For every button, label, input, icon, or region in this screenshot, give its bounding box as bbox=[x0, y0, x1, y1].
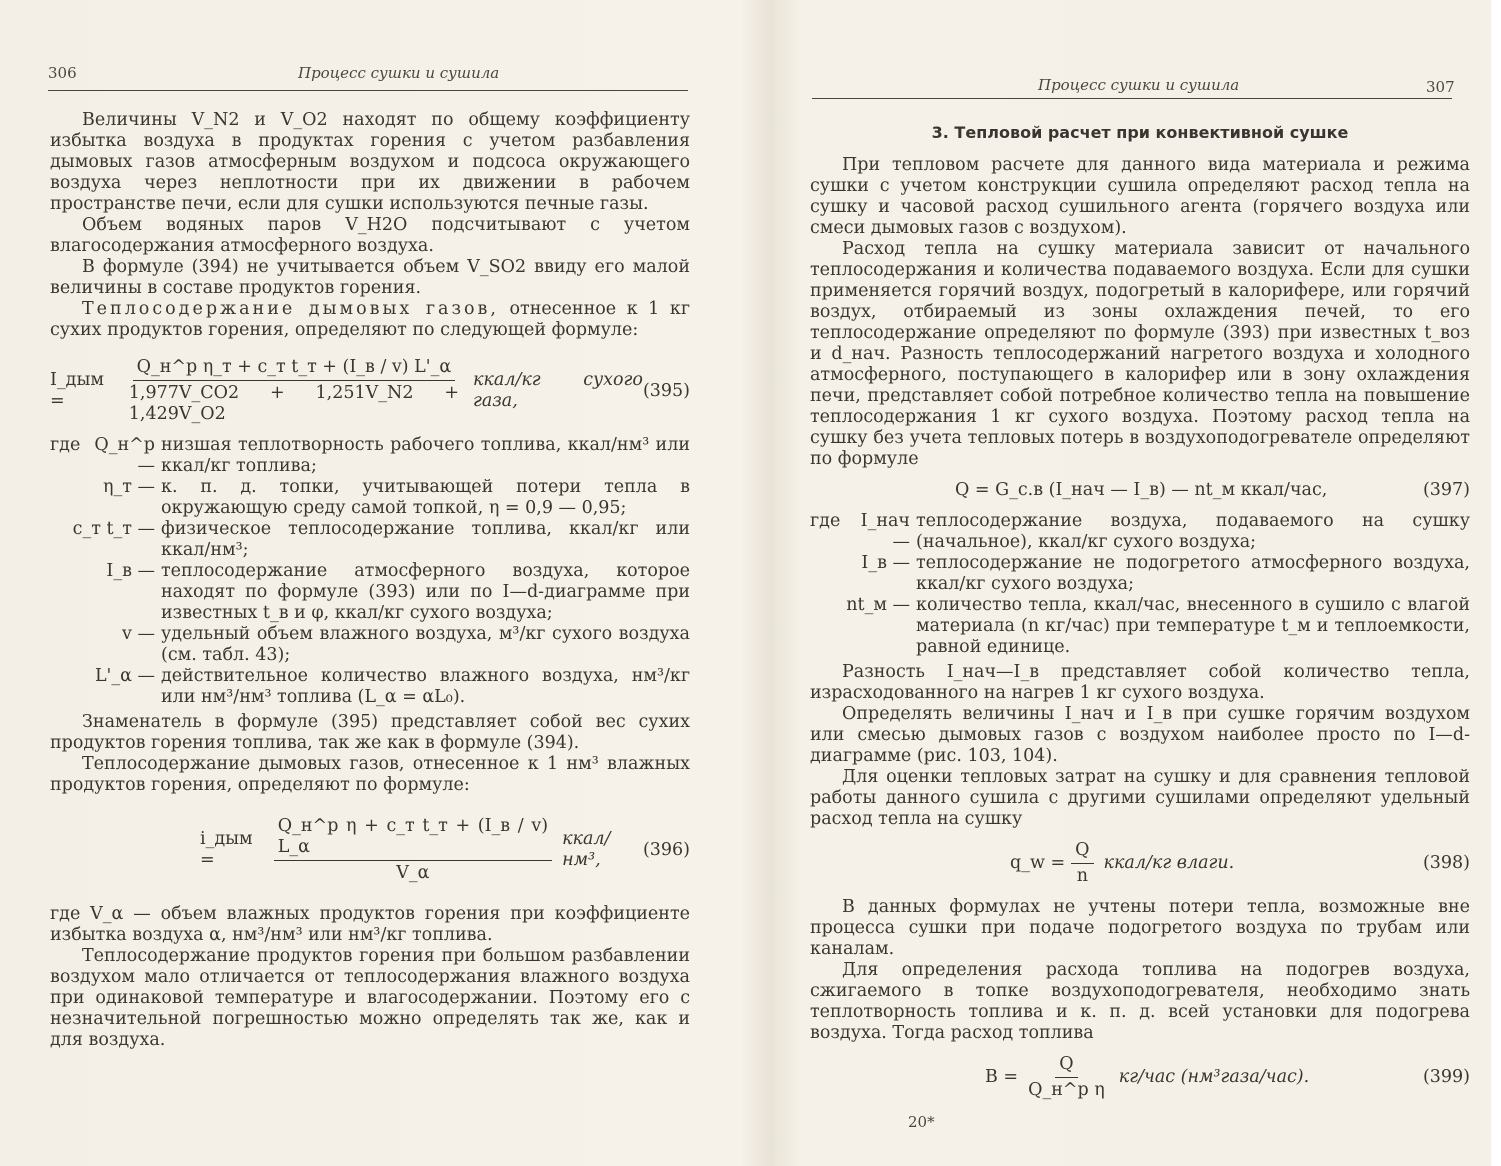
legend-definition: к. п. д. топки, учитывающей потери тепла в окружающую среду самой топкой, η = 0,9 — 0,95; bbox=[161, 477, 690, 518]
legend-symbol bbox=[50, 435, 155, 477]
formula-398 bbox=[810, 840, 1470, 887]
paragraph: где V_α — объем влажных продуктов горения при коэффициенте избытка воздуха α, нм³/нм³ или нм³/кг топлива. bbox=[50, 904, 690, 945]
legend-where: где bbox=[810, 511, 841, 531]
paragraph: Величины V_N2 и V_O2 находят по общему коэффициенту избытка воздуха в продуктах горения с учетом разбавления дымовых газов атмосферным воздухом и подсоса окружающего воздуха через неплотности при их движении в рабочем пространстве печи, если для сушки используются печные газы. bbox=[50, 110, 690, 214]
paragraph: Знаменатель в формуле (395) представляет собой вес сухих продуктов горения топлива, так же как в формуле (394). bbox=[50, 712, 690, 753]
fraction bbox=[1071, 840, 1093, 887]
page-number-right: 307 bbox=[1426, 78, 1455, 96]
formula-lhs: i_дым = bbox=[200, 829, 253, 870]
formula-number: (398) bbox=[1422, 853, 1470, 873]
fraction-denominator: 1,977V_CO2 + 1,251V_N2 + 1,429V_O2 bbox=[128, 383, 459, 424]
fraction bbox=[274, 816, 552, 884]
paragraph: При тепловом расчете для данного вида материала и режима сушки с учетом конструкции сушила определяют расход тепла на сушку и часовой расход сушильного агента (горячего воздуха или смеси дымовых газов с воздухом). bbox=[810, 155, 1470, 238]
header-rule-right bbox=[812, 98, 1452, 99]
legend-symbol: I_в — bbox=[106, 561, 155, 581]
legend-grid bbox=[810, 511, 1470, 658]
legend-definition: низшая теплотворность рабочего топлива, ккал/нм³ или ккал/кг топлива; bbox=[161, 435, 690, 476]
paragraph: Теплосодержание продуктов горения при большом разбавлении воздухом мало отличается от теплосодержания влажного воздуха при одинаковой температуре и влагосодержании. Поэтому его с незначительной погрешностью можно определять так же, как и для воздуха. bbox=[50, 946, 690, 1050]
fraction-numerator: Q_н^р η_т + c_т t_т + (I_в / v) L'_α bbox=[133, 357, 456, 381]
legend-symbol: η_т — bbox=[103, 477, 155, 497]
running-head-right: Процесс сушки и сушила bbox=[1038, 76, 1240, 94]
signature-mark: 20* bbox=[908, 1113, 935, 1131]
paragraph: Расход тепла на сушку материала зависит от начального теплосодержания и количества подаваемого воздуха. Если для сушки применяется горячий воздух, подогретый в калорифере, или горячий воздух, отбираемый из зоны охлаждения печей, то его теплосодержание определяют по формуле (393) при известных t_воз и d_нач. Разность теплосодержаний нагретого воздуха и холодного атмосферного, поступающего в калорифер или в зону охлаждения печи, представляет собой потребное количество тепла на повышение теплосодержания 1 кг сухого воздуха. Поэтому расход тепла на сушку без учета тепловых потерь в воздухоподогревателе определяют по формуле bbox=[810, 239, 1470, 469]
fraction bbox=[125, 357, 463, 425]
formula-396 bbox=[50, 816, 690, 884]
legend-definition: физическое теплосодержание топлива, ккал/кг или ккал/нм³; bbox=[161, 519, 690, 560]
paragraph: Определять величины I_нач и I_в при сушке горячим воздухом или смесью дымовых газов с воздухом наиболее просто по I—d-диаграмме (рис. 103, 104). bbox=[810, 704, 1470, 766]
page-number-left: 306 bbox=[48, 64, 77, 82]
header-rule-left bbox=[48, 90, 688, 91]
formula-lhs: q_w = bbox=[1010, 853, 1066, 873]
fraction-numerator: Q bbox=[1071, 840, 1093, 864]
formula-number: (395) bbox=[642, 380, 690, 401]
paragraph: Теплосодержание дымовых газов, отнесенное к 1 кг сухих продуктов горения, определяют по следующей формуле: bbox=[50, 299, 690, 340]
paragraph: В данных формулах не учтены потери тепла, возможные вне процесса сушки при подаче подогретого воздуха по трубам или каналам. bbox=[810, 897, 1470, 959]
paragraph: В формуле (394) не учитывается объем V_SO2 ввиду его малой величины в составе продуктов горения. bbox=[50, 257, 690, 298]
symbol-legend bbox=[50, 435, 690, 708]
formula-lhs: B = bbox=[985, 1067, 1019, 1087]
legend-where: где bbox=[50, 435, 81, 455]
formula-number: (399) bbox=[1422, 1067, 1470, 1087]
section-heading: 3. Тепловой расчет при конвективной сушке bbox=[931, 123, 1349, 142]
formula-399 bbox=[810, 1054, 1470, 1101]
formula-unit: ккал/нм³, bbox=[562, 829, 611, 870]
right-text-column bbox=[810, 122, 1470, 1111]
legend-definition: количество тепла, ккал/час, внесенного в сушило с влагой материала (n кг/час) при температуре t_м и теплоемкости, равной единице. bbox=[916, 595, 1470, 657]
formula-395 bbox=[50, 357, 690, 425]
formula-number: (397) bbox=[1422, 480, 1470, 500]
left-text-column bbox=[50, 110, 690, 1051]
legend-definition: удельный объем влажного воздуха, м³/кг сухого воздуха (см. табл. 43); bbox=[161, 624, 690, 665]
fraction-denominator: V_α bbox=[396, 863, 430, 883]
fraction bbox=[1024, 1054, 1109, 1101]
legend-definition: теплосодержание атмосферного воздуха, которое находят по формуле (393) или по I—d-диаграмме при известных t_в и φ, ккал/кг сухого воздуха; bbox=[161, 561, 690, 623]
legend-symbol: v — bbox=[122, 624, 155, 644]
formula-lhs: I_дым = bbox=[50, 370, 104, 411]
formula-unit: ккал/кг сухого газа, bbox=[472, 370, 643, 411]
fraction-numerator: Q_н^р η + c_т t_т + (I_в / v) L_α bbox=[274, 816, 552, 861]
paragraph: Разность I_нач—I_в представляет собой количество тепла, израсходованного на нагрев 1 кг сухого воздуха. bbox=[810, 662, 1470, 703]
legend-symbol-text: I_нач — bbox=[860, 511, 910, 552]
paragraph: Теплосодержание дымовых газов, отнесенное к 1 нм³ влажных продуктов горения, определяют по формуле: bbox=[50, 754, 690, 795]
formula-unit: ккал/кг влаги. bbox=[1103, 853, 1235, 873]
symbol-legend bbox=[810, 511, 1470, 658]
formula-body: Q = G_с.в (I_нач — I_в) — nt_м ккал/час, bbox=[955, 480, 1328, 500]
legend-definition: теплосодержание не подогретого атмосферного воздуха, ккал/кг сухого воздуха; bbox=[916, 553, 1470, 594]
legend-definition: действительное количество влажного воздуха, нм³/кг или нм³/нм³ топлива (L_α = αL₀). bbox=[161, 666, 690, 707]
formula-397 bbox=[810, 480, 1470, 501]
formula-unit: кг/час (нм³газа/час). bbox=[1118, 1067, 1310, 1087]
fraction-denominator: Q_н^р η bbox=[1028, 1080, 1105, 1100]
paragraph: Объем водяных паров V_H2O подсчитывают с учетом влагосодержания атмосферного воздуха. bbox=[50, 215, 690, 256]
spaced-term: Теплосодержание дымовых газов, bbox=[82, 299, 499, 319]
right-page bbox=[790, 0, 1490, 1166]
legend-symbol-text: Q_н^р — bbox=[94, 435, 155, 476]
legend-grid bbox=[50, 435, 690, 708]
formula-number: (396) bbox=[642, 839, 690, 860]
paragraph: Для определения расхода топлива на подогрев воздуха, сжигаемого в топке воздухоподогревателя, необходимо знать теплотворность топлива и к. п. д. всей установки для подогрева воздуха. Тогда расход топлива bbox=[810, 960, 1470, 1043]
legend-definition: теплосодержание воздуха, подаваемого на сушку (начальное), ккал/кг сухого воздуха; bbox=[916, 511, 1470, 552]
legend-symbol: c_т t_т — bbox=[72, 519, 155, 539]
running-head-left: Процесс сушки и сушила bbox=[298, 64, 500, 82]
paragraph: Для оценки тепловых затрат на сушку и для сравнения тепловой работы данного сушила с другими сушилами определяют удельный расход тепла на сушку bbox=[810, 767, 1470, 829]
legend-symbol: I_в — bbox=[861, 553, 910, 573]
legend-symbol bbox=[810, 511, 910, 553]
legend-symbol: L'_α — bbox=[94, 666, 155, 686]
legend-symbol: nt_м — bbox=[846, 595, 910, 615]
fraction-numerator: Q bbox=[1055, 1054, 1077, 1078]
fraction-denominator: n bbox=[1076, 866, 1088, 886]
